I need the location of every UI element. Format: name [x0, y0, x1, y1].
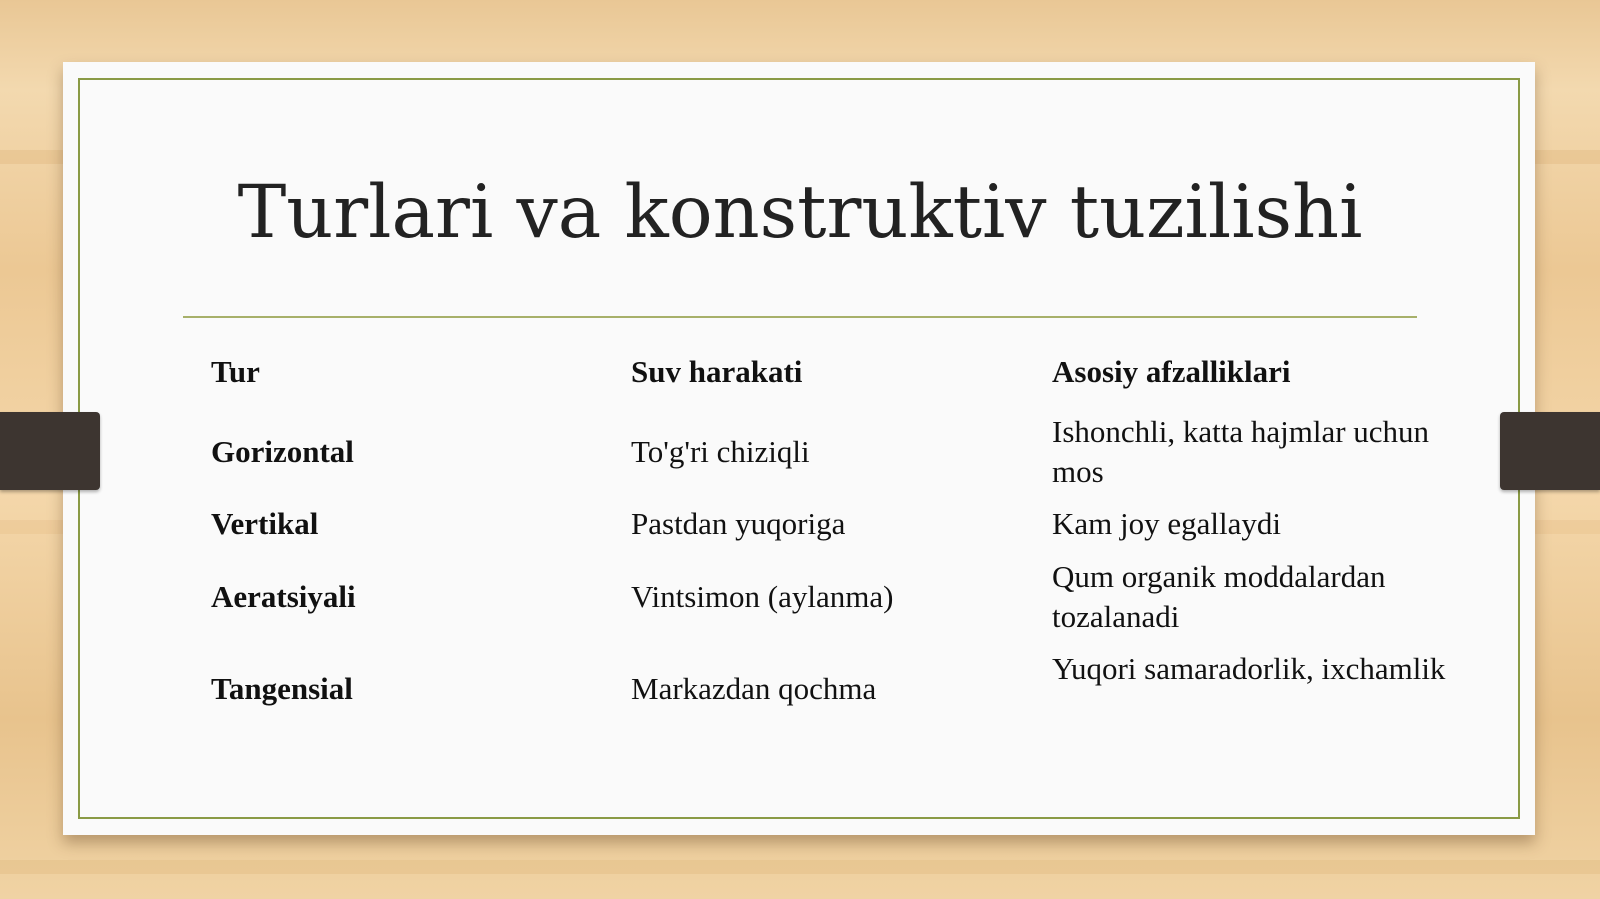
- row-advantages-cell: Ishonchli, katta hajmlar uchun mos: [1052, 414, 1430, 489]
- row-water-movement-cell: Vintsimon (aylanma): [631, 579, 894, 614]
- row-advantages-cell: Kam joy egallaydi: [1052, 506, 1281, 541]
- title-divider: [183, 316, 1417, 318]
- table-row: [211, 557, 1441, 637]
- row-advantages-cell: Qum organik moddalardan tozalanadi: [1052, 559, 1386, 634]
- table-row: [211, 412, 1441, 492]
- row-type-cell: Tangensial: [211, 671, 353, 706]
- left-binder-clip: [0, 412, 100, 490]
- table-row: [211, 504, 1441, 544]
- header-suv-harakati: Suv harakati: [631, 354, 803, 389]
- row-type-cell: Vertikal: [211, 506, 319, 541]
- row-advantages-cell: Yuqori samaradorlik, ixchamlik: [1052, 651, 1446, 686]
- header-tur: Tur: [211, 354, 260, 389]
- table-row: [211, 649, 1446, 729]
- slide-title: Turlari va konstruktiv tuzilishi: [237, 170, 1363, 255]
- row-water-movement-cell: To'g'ri chiziqli: [631, 434, 810, 469]
- row-water-movement-cell: Markazdan qochma: [631, 671, 877, 706]
- table-header-row: [211, 352, 1441, 392]
- row-water-movement-cell: Pastdan yuqoriga: [631, 506, 846, 541]
- right-binder-clip: [1500, 412, 1600, 490]
- header-asosiy-afzalliklari: Asosiy afzalliklari: [1052, 354, 1291, 389]
- row-type-cell: Gorizontal: [211, 434, 354, 469]
- row-type-cell: Aeratsiyali: [211, 579, 356, 614]
